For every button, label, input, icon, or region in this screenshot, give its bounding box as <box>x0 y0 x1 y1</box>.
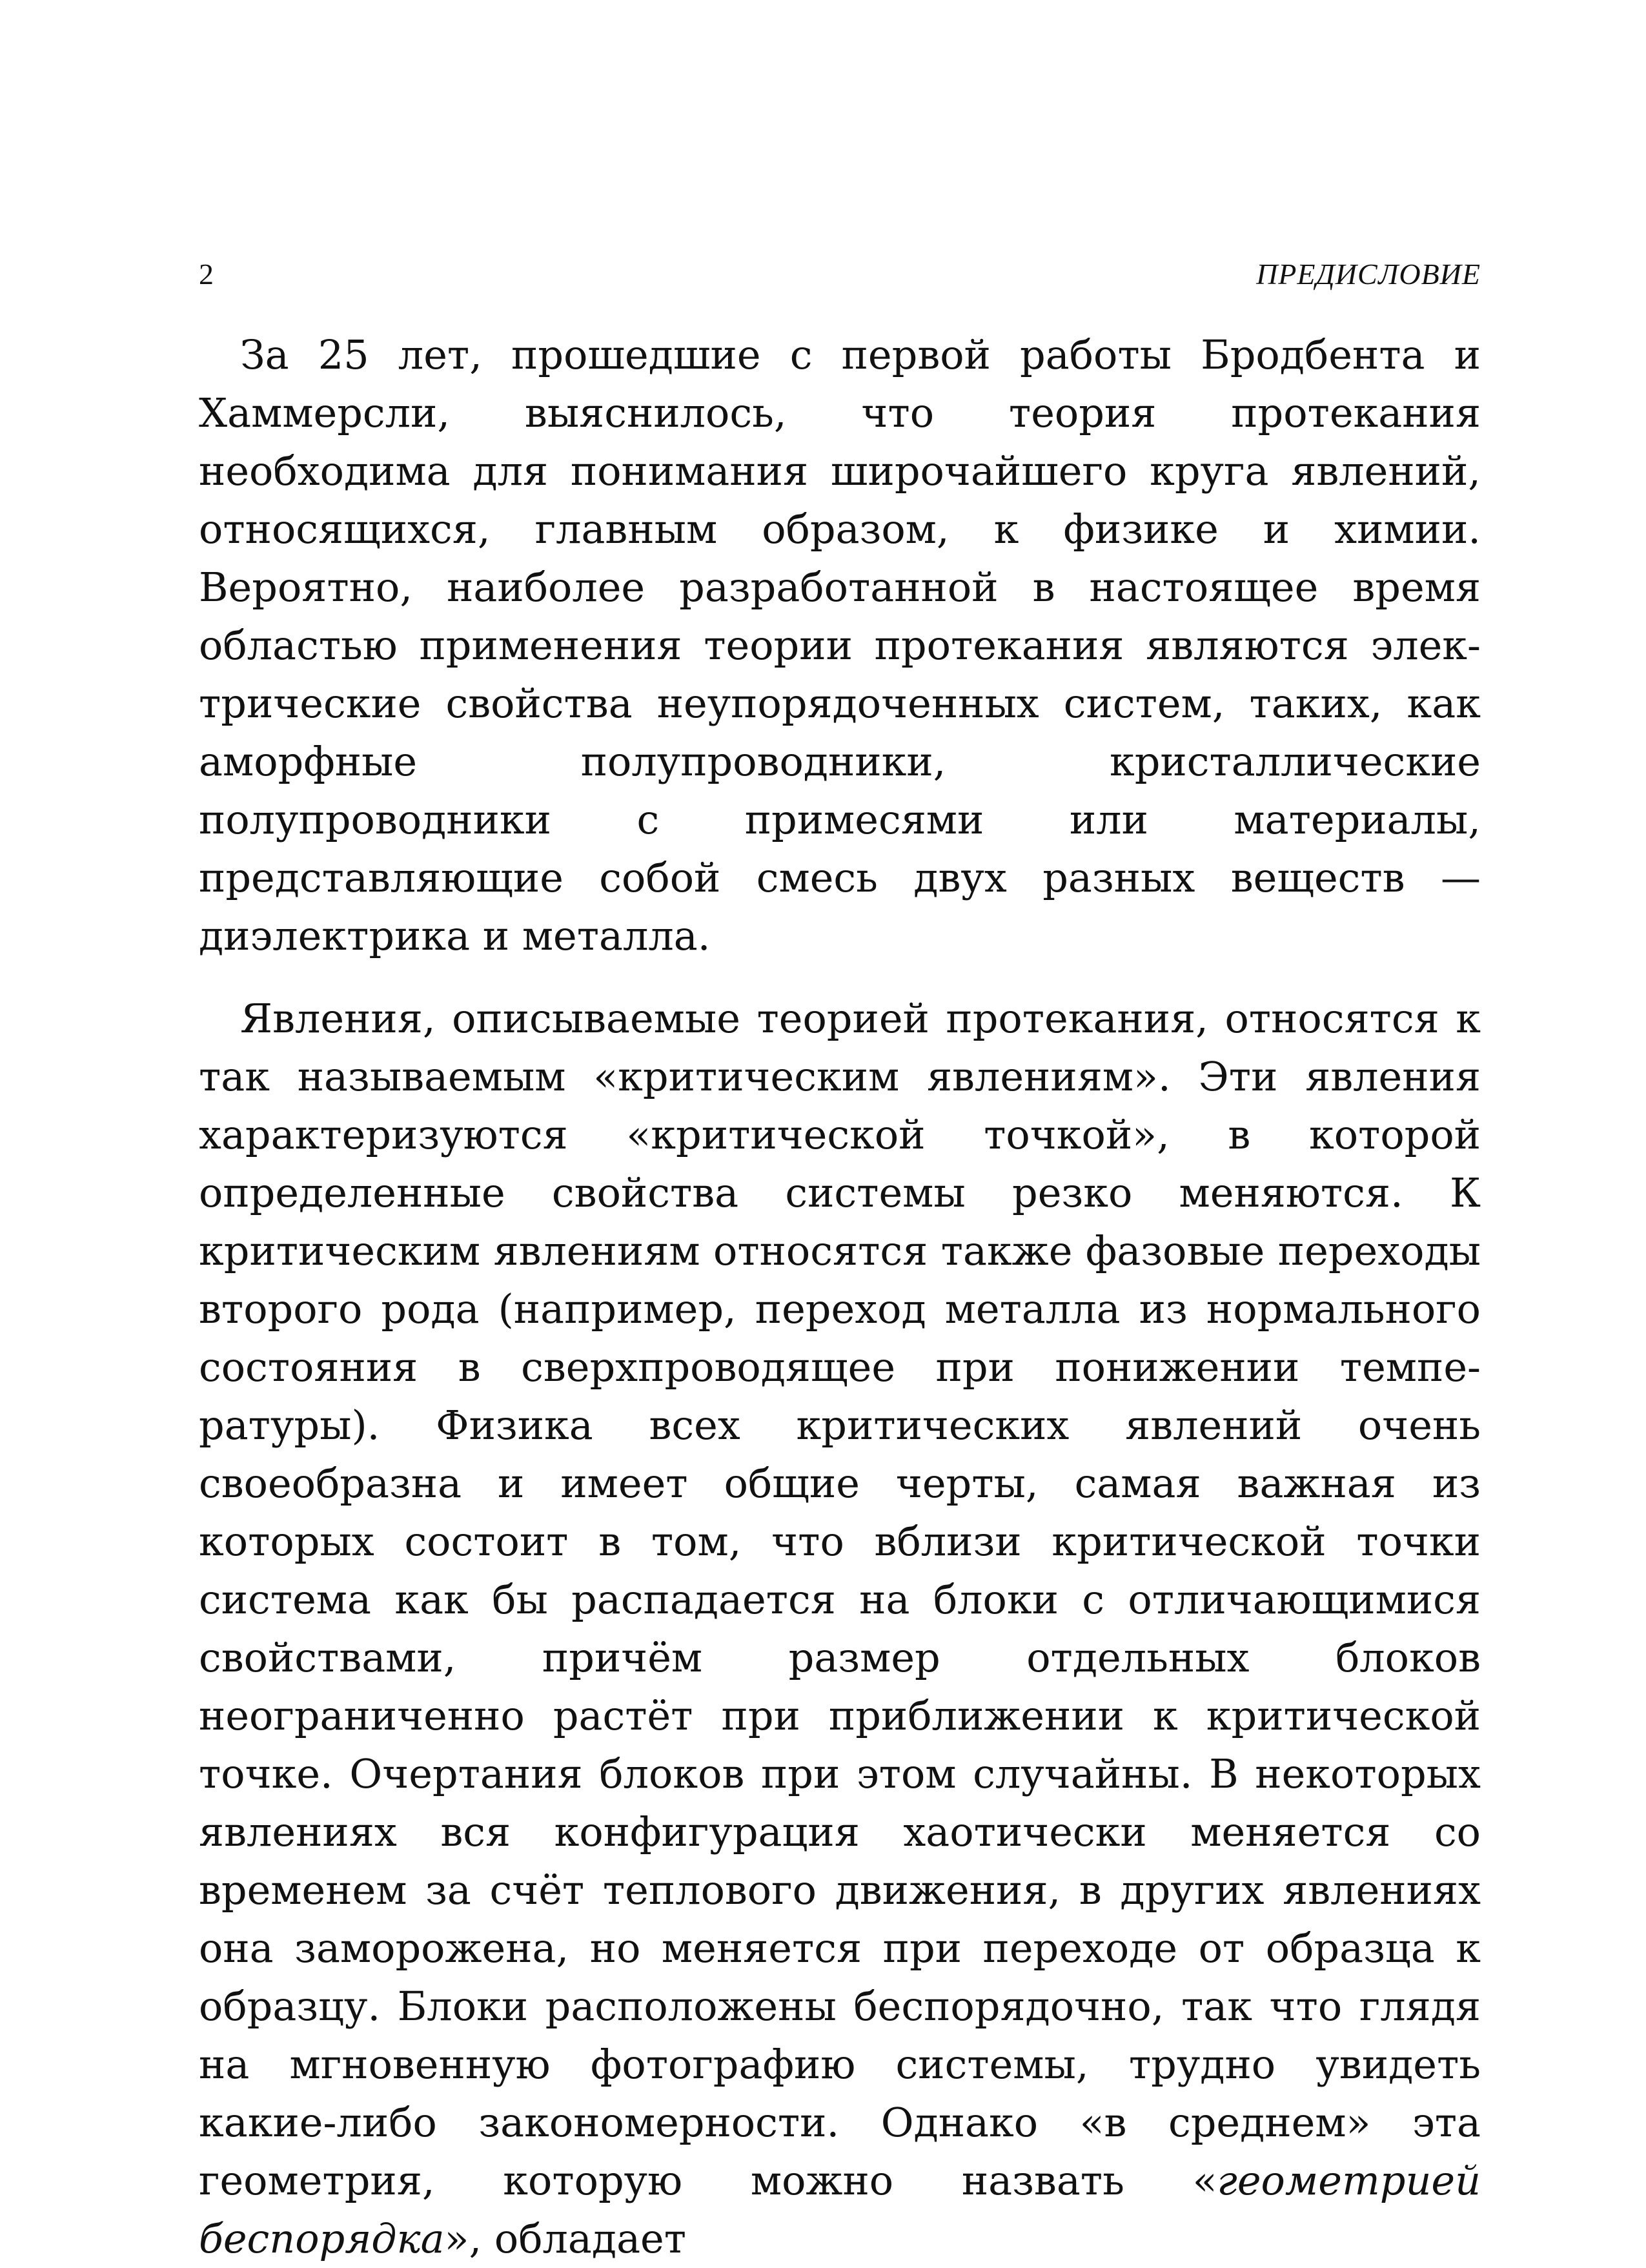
section-title: ПРЕДИСЛОВИЕ <box>1256 258 1481 291</box>
paragraph-1: За 25 лет, прошедшие с первой работы Бродбента и Хаммерсли, выяснилось, что теория протекания необходима для понимания широчайшего круга явлений, относящихся, главным образом, к физике и химии. Вероятно, наиболее разработанной в настоящее время областью применения теории протекания являются электрические свойства неупорядоченных систем, таких, как аморфные полупроводники, кристаллические полупроводники с примесями или материалы, представляющие собой смесь двух разных веществ — диэлектрика и металла. <box>199 331 1481 959</box>
paragraph-2-text: Явления, описываемые теорией протекания, относятся к так называемым «критическим явлениям». Эти явления характеризуются «критической точкой», в которой определенные свойства системы резко меняются. К критическим явлениям относятся также фазовые переходы второго рода (например, переход металла из нормального состояния в сверхпроводящее при понижении температуры). Физика всех критических явлений очень своеобразна и имеет общие черты, самая важная из которых состоит в том, что вблизи критической точки система как бы распадается на блоки с отличающимися свойствами, причём размер отдельных блоков неограниченно растёт при приближении к критической точке. Очертания блоков при этом случайны. В некоторых явлениях вся конфигурация хаотически меняется со временем за счёт теплового движения, в других явлениях она заморожена, но меняется при переходе от образца к образцу. Блоки расположены беспорядочно, так что глядя на мгновенную фотографию системы, трудно увидеть какие-либо закономерности. Однако «в среднем» эта геометрия, которую можно назвать « <box>199 995 1481 2204</box>
italic-emphasis: геометрией беспорядка <box>199 2157 1481 2262</box>
paragraph-2 <box>199 990 1481 2268</box>
body-text <box>199 326 1481 2268</box>
running-header <box>199 255 1481 294</box>
paragraph-2-end: », обладает <box>444 2215 687 2262</box>
page-number: 2 <box>199 258 214 291</box>
